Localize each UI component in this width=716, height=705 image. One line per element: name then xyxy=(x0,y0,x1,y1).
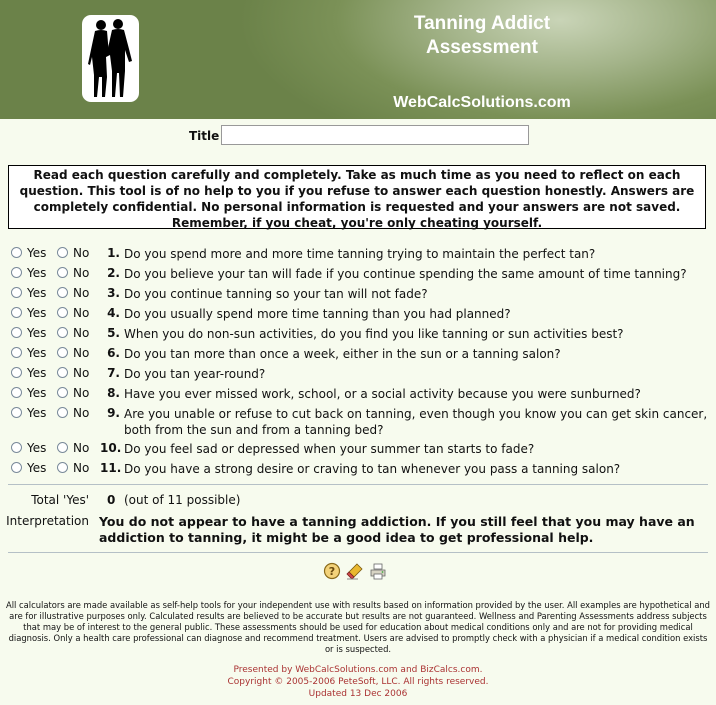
question-text: Do you believe your tan will fade if you continue spending the same amount of time tanning? xyxy=(124,267,687,281)
no-label[interactable]: No xyxy=(73,246,90,260)
yes-radio[interactable] xyxy=(11,347,22,358)
no-radio[interactable] xyxy=(57,267,68,278)
no-label[interactable]: No xyxy=(73,441,90,455)
yes-label[interactable]: Yes xyxy=(27,386,47,400)
question-text: Do you tan year-round? xyxy=(124,367,266,381)
no-radio[interactable] xyxy=(57,247,68,258)
couple-silhouette-icon xyxy=(82,15,139,102)
divider xyxy=(8,552,708,553)
total-value: 0 xyxy=(107,493,116,507)
no-label[interactable]: No xyxy=(73,346,90,360)
yes-radio[interactable] xyxy=(11,307,22,318)
no-label[interactable]: No xyxy=(73,386,90,400)
divider xyxy=(8,484,708,485)
app-title: Tanning Addict Assessment xyxy=(413,13,551,58)
yes-label[interactable]: Yes xyxy=(27,326,47,340)
yes-radio[interactable] xyxy=(11,367,22,378)
yes-radio[interactable] xyxy=(11,267,22,278)
question-text: Do you usually spend more time tanning than you had planned? xyxy=(124,307,511,321)
no-radio[interactable] xyxy=(57,367,68,378)
yes-radio[interactable] xyxy=(11,462,22,473)
no-label[interactable]: No xyxy=(73,266,90,280)
yes-radio[interactable] xyxy=(11,327,22,338)
footer-copyright: Copyright © 2005-2006 PeteSoft, LLC. All rights reserved. xyxy=(227,677,489,687)
question-number: 4. xyxy=(107,306,120,320)
question-text: Do you tan more than once a week, either in the sun or a tanning salon? xyxy=(124,347,561,361)
total-label: Total 'Yes' xyxy=(31,493,89,507)
question-number: 2. xyxy=(107,266,120,280)
yes-label[interactable]: Yes xyxy=(27,286,47,300)
question-number: 8. xyxy=(107,386,120,400)
yes-label[interactable]: Yes xyxy=(27,346,47,360)
yes-radio[interactable] xyxy=(11,247,22,258)
footer xyxy=(0,664,716,700)
site-name: WebCalcSolutions.com xyxy=(393,94,571,111)
no-radio[interactable] xyxy=(57,387,68,398)
question-text: Do you have a strong desire or craving to tan whenever you pass a tanning salon? xyxy=(124,462,621,476)
no-radio[interactable] xyxy=(57,327,68,338)
disclaimer-text: All calculators are made available as self-help tools for your independent use with results based on information provided by the user. All examples are hypothetical and are for illustrative purposes only. Calculated results are believed to be accurate but results are not guaranteed. Wellness and Parenting Assessments address subjects that may be of interest to the general public. These assessments should be used for education about medical conditions only and are not for providing medical diagnosis. Only a health care professional can diagnose and recommend treatment. Users are advised to promptly check with a physician if a medical condition exists or is suspected. xyxy=(5,600,710,654)
question-text: Have you ever missed work, school, or a social activity because you were sunburned? xyxy=(124,387,641,401)
clear-eraser-icon[interactable] xyxy=(346,562,364,580)
title-input[interactable] xyxy=(221,125,529,145)
no-radio[interactable] xyxy=(57,307,68,318)
print-icon[interactable] xyxy=(369,562,387,580)
question-number: 7. xyxy=(107,366,120,380)
no-label[interactable]: No xyxy=(73,306,90,320)
yes-radio[interactable] xyxy=(11,287,22,298)
yes-label[interactable]: Yes xyxy=(27,366,47,380)
question-number: 5. xyxy=(107,326,120,340)
no-label[interactable]: No xyxy=(73,286,90,300)
yes-label[interactable]: Yes xyxy=(27,461,47,475)
yes-radio[interactable] xyxy=(11,387,22,398)
question-number: 3. xyxy=(107,286,120,300)
no-label[interactable]: No xyxy=(73,406,90,420)
question-number: 10. xyxy=(100,441,122,455)
yes-label[interactable]: Yes xyxy=(27,441,47,455)
question-number: 9. xyxy=(107,406,120,420)
yes-radio[interactable] xyxy=(11,407,22,418)
title-label: Title xyxy=(189,129,220,143)
question-number: 1. xyxy=(107,246,120,260)
yes-label[interactable]: Yes xyxy=(27,306,47,320)
yes-radio[interactable] xyxy=(11,442,22,453)
total-note: (out of 11 possible) xyxy=(124,493,241,507)
yes-label[interactable]: Yes xyxy=(27,246,47,260)
yes-label[interactable]: Yes xyxy=(27,266,47,280)
no-radio[interactable] xyxy=(57,287,68,298)
no-label[interactable]: No xyxy=(73,366,90,380)
question-text: Do you continue tanning so your tan will not fade? xyxy=(124,287,428,301)
no-radio[interactable] xyxy=(57,347,68,358)
no-radio[interactable] xyxy=(57,462,68,473)
no-label[interactable]: No xyxy=(73,326,90,340)
no-radio[interactable] xyxy=(57,407,68,418)
question-number: 6. xyxy=(107,346,120,360)
no-label[interactable]: No xyxy=(73,461,90,475)
question-text: Do you feel sad or depressed when your summer tan starts to fade? xyxy=(124,442,535,456)
question-text: Are you unable or refuse to cut back on tanning, even though you know you can get skin cancer, both from the sun and from a tanning bed? xyxy=(124,407,708,437)
header-banner xyxy=(0,0,716,119)
footer-presented-by: Presented by WebCalcSolutions.com and BizCalcs.com. xyxy=(233,665,483,675)
logo xyxy=(82,15,139,102)
no-radio[interactable] xyxy=(57,442,68,453)
instructions-box: Read each question carefully and completely. Take as much time as you need to reflect on each question. This tool is of no help to you if you refuse to answer each question honestly. Answers are completely confidential. No personal information is requested and your answers are not saved. Remember, if you cheat, you're only cheating yourself. xyxy=(8,165,706,229)
question-number: 11. xyxy=(100,461,122,475)
help-icon[interactable] xyxy=(323,562,341,580)
interpretation-text: You do not appear to have a tanning addiction. If you still feel that you may have an addiction to tanning, it might be a good idea to get professional help. xyxy=(99,514,695,545)
question-text: When you do non-sun activities, do you find you like tanning or sun activities best? xyxy=(124,327,624,341)
interpretation-label: Interpretation xyxy=(6,514,89,528)
yes-label[interactable]: Yes xyxy=(27,406,47,420)
question-text: Do you spend more and more time tanning trying to maintain the perfect tan? xyxy=(124,247,596,261)
svg-text:?: ? xyxy=(328,565,336,578)
title-row xyxy=(0,125,716,147)
footer-updated: Updated 13 Dec 2006 xyxy=(308,689,408,699)
